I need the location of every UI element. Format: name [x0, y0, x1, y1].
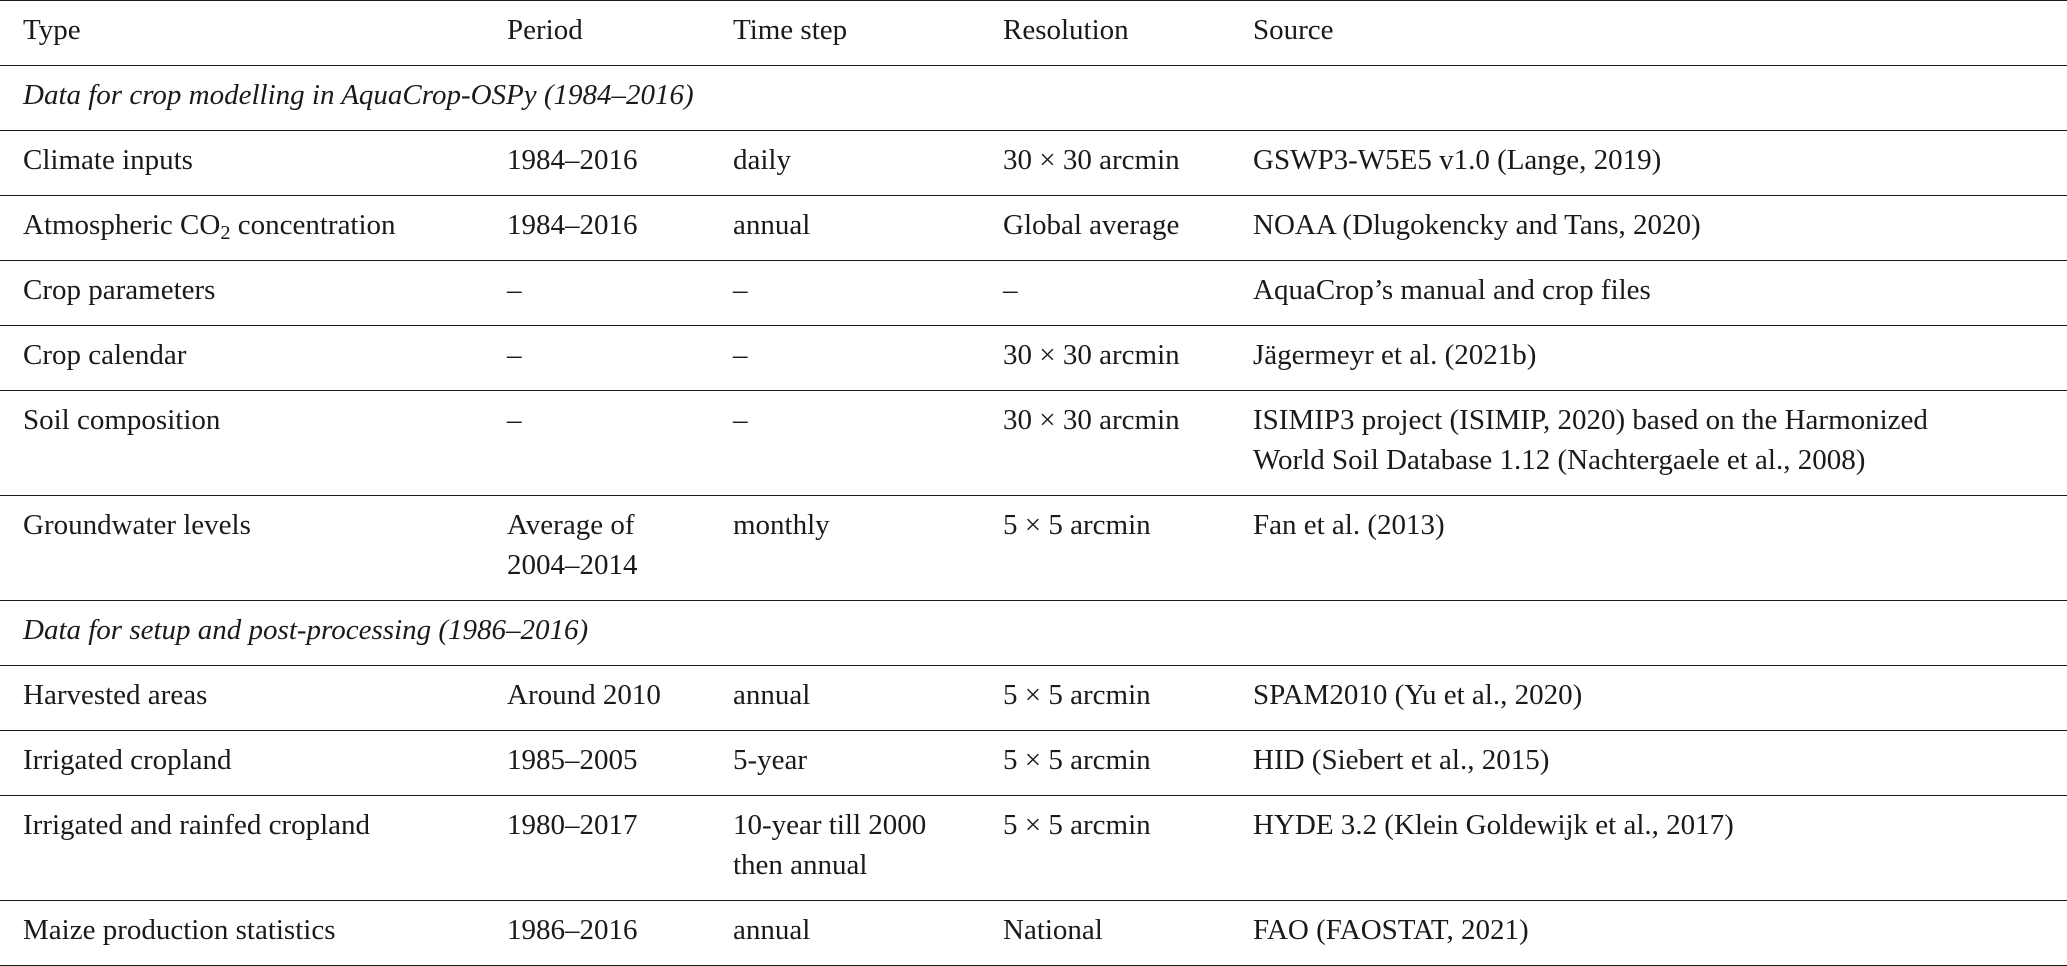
table-header	[0, 1, 2067, 66]
cell-time-step: –	[733, 326, 1003, 391]
cell-type: Maize production statistics	[0, 901, 507, 966]
cell-source: HYDE 3.2 (Klein Goldewijk et al., 2017)	[1253, 796, 2067, 901]
cell-resolution: 30 × 30 arcmin	[1003, 391, 1253, 496]
cell-resolution: 5 × 5 arcmin	[1003, 666, 1253, 731]
cell-source: HID (Siebert et al., 2015)	[1253, 731, 2067, 796]
cell-time-step	[733, 796, 1003, 901]
cell-time-step: annual	[733, 196, 1003, 261]
cell-resolution: –	[1003, 261, 1253, 326]
cell-period: 1985–2005	[507, 731, 733, 796]
header-period: Period	[507, 1, 733, 66]
cell-period: 1984–2016	[507, 131, 733, 196]
cell-period-line: 2004–2014	[507, 549, 638, 581]
cell-resolution: 30 × 30 arcmin	[1003, 326, 1253, 391]
cell-type: Irrigated cropland	[0, 731, 507, 796]
cell-period: –	[507, 326, 733, 391]
cell-time-step: –	[733, 391, 1003, 496]
cell-time-step: annual	[733, 666, 1003, 731]
cell-type: Irrigated and rainfed cropland	[0, 796, 507, 901]
cell-time-step-line: then annual	[733, 849, 868, 881]
cell-resolution: 5 × 5 arcmin	[1003, 796, 1253, 901]
header-source: Source	[1253, 1, 2067, 66]
cell-source: SPAM2010 (Yu et al., 2020)	[1253, 666, 2067, 731]
cell-resolution: 5 × 5 arcmin	[1003, 731, 1253, 796]
table-row	[0, 731, 2067, 796]
cell-type-subscript: 2	[220, 222, 231, 245]
cell-resolution: 30 × 30 arcmin	[1003, 131, 1253, 196]
cell-time-step: annual	[733, 901, 1003, 966]
cell-source: FAO (FAOSTAT, 2021)	[1253, 901, 2067, 966]
cell-period: 1984–2016	[507, 196, 733, 261]
table-row	[0, 196, 2067, 261]
cell-source-line: World Soil Database 1.12 (Nachtergaele et al., 2008)	[1253, 444, 1866, 476]
cell-period: –	[507, 261, 733, 326]
cell-type-text-suffix: concentration	[230, 209, 396, 241]
cell-source: Fan et al. (2013)	[1253, 496, 2067, 601]
section-row-post-processing	[0, 601, 2067, 666]
table-row	[0, 261, 2067, 326]
cell-source: GSWP3-W5E5 v1.0 (Lange, 2019)	[1253, 131, 2067, 196]
cell-source: AquaCrop’s manual and crop files	[1253, 261, 2067, 326]
header-resolution: Resolution	[1003, 1, 1253, 66]
cell-source-line: ISIMIP3 project (ISIMIP, 2020) based on the Harmonized	[1253, 404, 1928, 436]
cell-type: Climate inputs	[0, 131, 507, 196]
cell-period	[507, 496, 733, 601]
cell-time-step: monthly	[733, 496, 1003, 601]
cell-time-step: –	[733, 261, 1003, 326]
cell-source	[1253, 391, 2067, 496]
cell-type: Harvested areas	[0, 666, 507, 731]
table-row	[0, 391, 2067, 496]
cell-type: Crop calendar	[0, 326, 507, 391]
table-row	[0, 496, 2067, 601]
cell-time-step: daily	[733, 131, 1003, 196]
header-type: Type	[0, 1, 507, 66]
cell-source: Jägermeyr et al. (2021b)	[1253, 326, 2067, 391]
table-row	[0, 796, 2067, 901]
cell-resolution: 5 × 5 arcmin	[1003, 496, 1253, 601]
cell-type	[0, 196, 507, 261]
cell-type: Crop parameters	[0, 261, 507, 326]
cell-time-step: 5-year	[733, 731, 1003, 796]
cell-type: Groundwater levels	[0, 496, 507, 601]
section-title: Data for crop modelling in AquaCrop-OSPy (1984–2016)	[0, 66, 2067, 131]
cell-type-text: Atmospheric CO	[23, 209, 221, 241]
cell-period-line: Average of	[507, 509, 635, 541]
cell-resolution: Global average	[1003, 196, 1253, 261]
cell-resolution: National	[1003, 901, 1253, 966]
section-title: Data for setup and post-processing (1986–2016)	[0, 601, 2067, 666]
table-body	[0, 66, 2067, 966]
cell-period: 1986–2016	[507, 901, 733, 966]
cell-period: –	[507, 391, 733, 496]
table-row	[0, 131, 2067, 196]
section-row-crop-modelling	[0, 66, 2067, 131]
cell-period: 1980–2017	[507, 796, 733, 901]
table-row	[0, 666, 2067, 731]
table-row	[0, 326, 2067, 391]
header-time-step: Time step	[733, 1, 1003, 66]
cell-type: Soil composition	[0, 391, 507, 496]
header-row	[0, 1, 2067, 66]
cell-time-step-line: 10-year till 2000	[733, 809, 927, 841]
table-row	[0, 901, 2067, 966]
cell-period: Around 2010	[507, 666, 733, 731]
cell-source: NOAA (Dlugokencky and Tans, 2020)	[1253, 196, 2067, 261]
